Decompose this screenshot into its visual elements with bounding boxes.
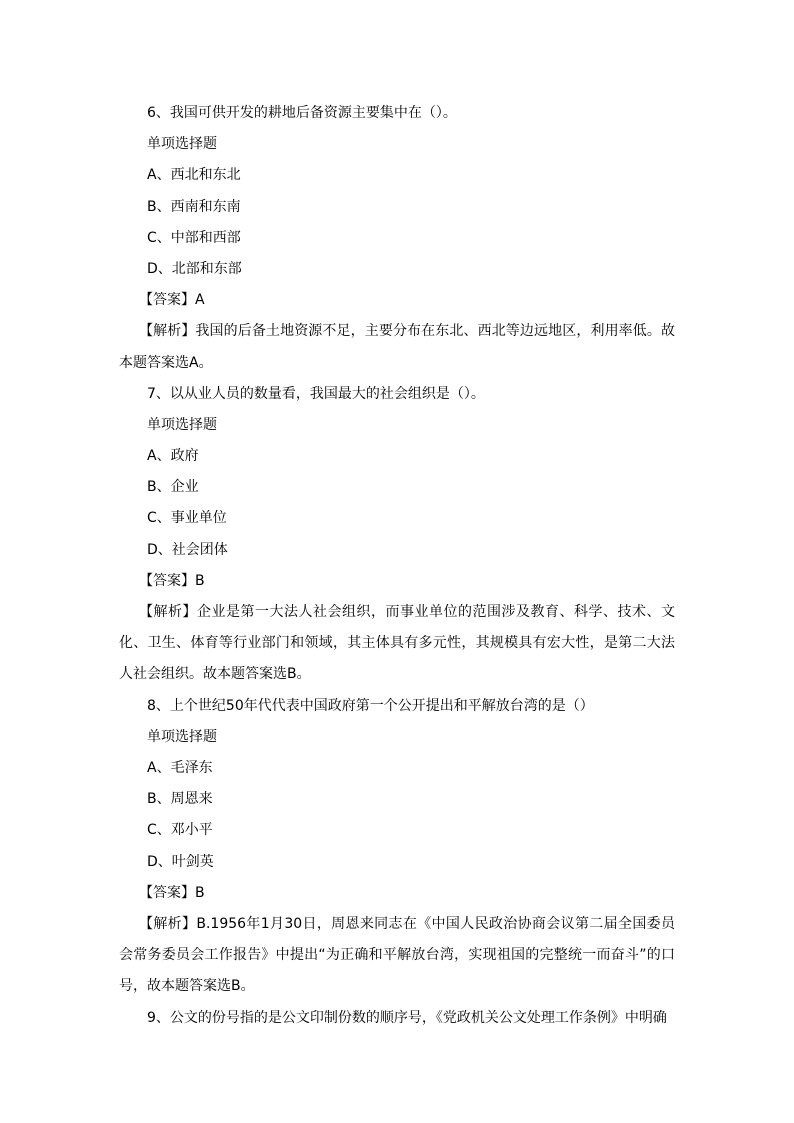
option-b: B、周恩来 xyxy=(147,791,213,808)
question-text: 7、以从业人员的数量看，我国最大的社会组织是（）。 xyxy=(147,385,485,402)
answer: 【答案】A xyxy=(139,292,205,309)
question-text: 6、我国可供开发的耕地后备资源主要集中在（）。 xyxy=(147,105,457,121)
document-page xyxy=(119,98,675,1034)
answer: 【答案】B xyxy=(139,884,205,901)
question-type: 单项选择题 xyxy=(147,416,217,433)
question-block-6 xyxy=(119,98,675,379)
question-type: 单项选择题 xyxy=(147,136,217,153)
question-block-7 xyxy=(119,379,675,691)
option-b: B、西南和东南 xyxy=(147,198,241,215)
option-c: C、邓小平 xyxy=(147,822,213,839)
option-c: C、事业单位 xyxy=(147,510,227,527)
question-text: 8、上个世纪50年代代表中国政府第一个公开提出和平解放台湾的是（） xyxy=(147,697,594,714)
option-b: B、企业 xyxy=(147,479,199,496)
answer: 【答案】B xyxy=(139,572,205,589)
option-a: A、西北和东北 xyxy=(147,167,241,184)
question-text-9: 9、公文的份号指的是公文印制份数的顺序号，《党政机关公文处理工作条例》中明确 xyxy=(147,1009,667,1026)
question-type: 单项选择题 xyxy=(147,728,217,745)
option-d: D、社会团体 xyxy=(147,541,228,558)
option-d: D、北部和东部 xyxy=(147,260,242,277)
option-a: A、政府 xyxy=(147,448,199,465)
analysis: 【解析】企业是第一大法人社会组织，而事业单位的范围涉及教育、科学、技术、文化、卫生、体育等行业部门和领域，其主体具有多元性，其规模具有宏大性，是第二大法人社会组织。故本题答案选B。 xyxy=(119,604,675,683)
option-a: A、毛泽东 xyxy=(147,760,213,777)
option-c: C、中部和西部 xyxy=(147,229,241,246)
analysis: 【解析】我国的后备土地资源不足，主要分布在东北、西北等边远地区，利用率低。故本题答案选A。 xyxy=(119,323,675,371)
analysis: 【解析】B.1956年1月30日，周恩来同志在《中国人民政治协商会议第二届全国委员会常务委员会工作报告》中提出“为正确和平解放台湾，实现祖国的完整统一而奋斗”的口号，故本题答案选B。 xyxy=(119,915,675,995)
question-block-8 xyxy=(119,691,675,1003)
option-d: D、叶剑英 xyxy=(147,853,214,870)
